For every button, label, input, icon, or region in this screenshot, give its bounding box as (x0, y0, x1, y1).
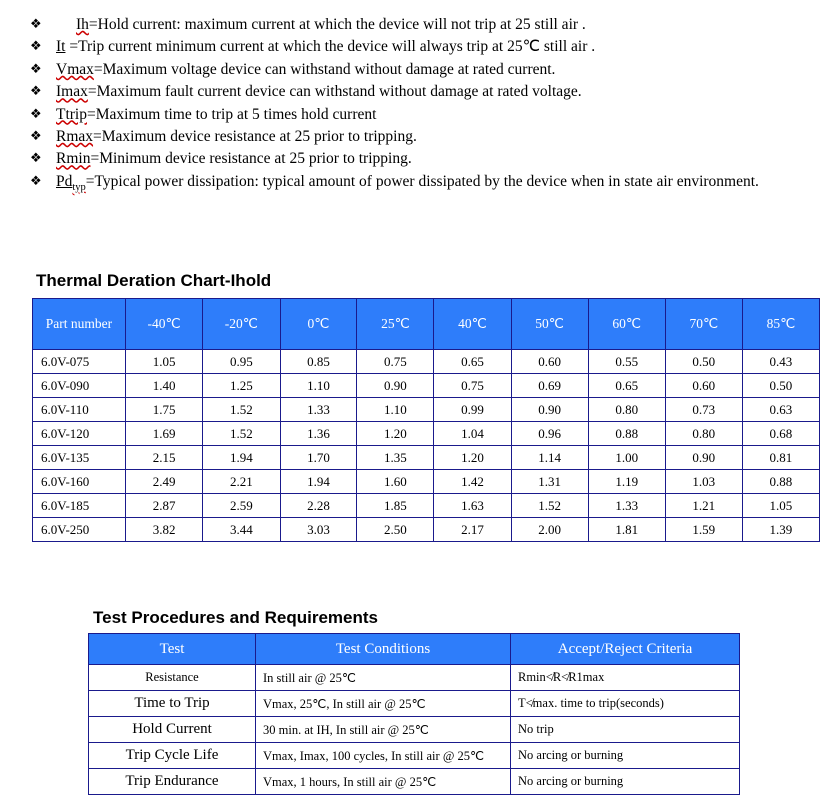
cell-test-conditions: Vmax, 25℃, In still air @ 25℃ (256, 691, 511, 717)
deration-chart-title: Thermal Deration Chart-Ihold (36, 271, 272, 290)
cell-test-conditions: Vmax, Imax, 100 cycles, In still air @ 25℃ (256, 743, 511, 769)
definition-text-vmax: =Maximum voltage device can withstand without damage at rated current. (93, 60, 556, 78)
definition-term-pdtyp: Pd (56, 172, 73, 190)
cell-value: 0.85 (280, 350, 357, 374)
column-header-minus40: -40℃ (125, 299, 202, 350)
column-header-25: 25℃ (357, 299, 434, 350)
cell-value: 1.05 (742, 494, 819, 518)
cell-value: 0.90 (357, 374, 434, 398)
test-procedures-title: Test Procedures and Requirements (93, 608, 378, 627)
cell-value: 0.68 (742, 422, 819, 446)
bullet-icon: ❖ (30, 39, 42, 55)
cell-value: 1.04 (434, 422, 511, 446)
cell-value: 2.49 (125, 470, 202, 494)
cell-value: 1.52 (511, 494, 588, 518)
table-row (33, 518, 820, 542)
cell-value: 0.60 (665, 374, 742, 398)
column-header-minus20: -20℃ (203, 299, 280, 350)
cell-value: 1.35 (357, 446, 434, 470)
cell-value: 1.14 (511, 446, 588, 470)
bullet-icon: ❖ (30, 173, 42, 189)
cell-value: 0.73 (665, 398, 742, 422)
definition-text-ttrip: =Maximum time to trip at 5 times hold current (87, 105, 377, 123)
definition-item-vmax (0, 59, 820, 81)
column-header-accept-reject-criteria: Accept/Reject Criteria (511, 634, 740, 665)
table-row (33, 374, 820, 398)
cell-value: 1.03 (665, 470, 742, 494)
cell-value: 0.99 (434, 398, 511, 422)
cell-part-number: 6.0V-135 (33, 446, 126, 470)
definition-term-ih: Ih (76, 16, 89, 33)
cell-value: 1.81 (588, 518, 665, 542)
bullet-icon: ❖ (30, 129, 42, 145)
definition-term-vmax: Vmax (56, 60, 94, 78)
cell-value: 2.21 (203, 470, 280, 494)
definition-term-imax: Imax (56, 83, 88, 101)
cell-value: 1.20 (357, 422, 434, 446)
cell-value: 1.59 (665, 518, 742, 542)
bullet-icon: ❖ (30, 84, 42, 100)
definitions-list (0, 0, 820, 199)
cell-value: 3.82 (125, 518, 202, 542)
cell-value: 1.52 (203, 398, 280, 422)
definition-term-it: It (56, 38, 66, 56)
cell-accept-reject: No trip (511, 717, 740, 743)
cell-value: 0.65 (434, 350, 511, 374)
definition-item-imax (0, 81, 820, 103)
definition-item-pdtyp (0, 171, 820, 200)
cell-value: 1.70 (280, 446, 357, 470)
cell-value: 1.31 (511, 470, 588, 494)
cell-value: 2.17 (434, 518, 511, 542)
cell-value: 1.52 (203, 422, 280, 446)
cell-part-number: 6.0V-110 (33, 398, 126, 422)
cell-value: 1.33 (280, 398, 357, 422)
cell-accept-reject: No arcing or burning (511, 743, 740, 769)
definition-term-pdtyp-subscript: typ (72, 181, 86, 193)
cell-value: 0.96 (511, 422, 588, 446)
cell-value: 1.25 (203, 374, 280, 398)
definition-item-rmin (0, 148, 820, 170)
bullet-icon: ❖ (30, 61, 42, 77)
cell-test-conditions: Vmax, 1 hours, In still air @ 25℃ (256, 769, 511, 795)
table-row (33, 422, 820, 446)
cell-value: 0.60 (511, 350, 588, 374)
table-row (33, 470, 820, 494)
cell-value: 2.15 (125, 446, 202, 470)
cell-value: 1.94 (280, 470, 357, 494)
cell-accept-reject: No arcing or burning (511, 769, 740, 795)
cell-part-number: 6.0V-160 (33, 470, 126, 494)
cell-value: 0.80 (665, 422, 742, 446)
cell-part-number: 6.0V-185 (33, 494, 126, 518)
column-header-70: 70℃ (665, 299, 742, 350)
cell-value: 0.80 (588, 398, 665, 422)
thermal-deration-table (32, 298, 820, 542)
cell-value: 2.59 (203, 494, 280, 518)
cell-value: 1.69 (125, 422, 202, 446)
cell-value: 2.00 (511, 518, 588, 542)
cell-test-name: Time to Trip (89, 691, 256, 717)
cell-value: 0.65 (588, 374, 665, 398)
cell-value: 1.60 (357, 470, 434, 494)
cell-value: 0.75 (434, 374, 511, 398)
column-header-test: Test (89, 634, 256, 665)
definition-text-it: =Trip current minimum current at which the device will always trip at 25℃ still air . (65, 38, 596, 56)
cell-test-name: Trip Cycle Life (89, 743, 256, 769)
cell-value: 0.55 (588, 350, 665, 374)
cell-value: 0.90 (665, 446, 742, 470)
table-header-row (89, 634, 740, 665)
definition-text-pdtyp: =Typical power dissipation: typical amount of power dissipated by the device when in state air environment. (85, 172, 759, 190)
definition-text-imax: =Maximum fault current device can withstand without damage at rated voltage. (87, 83, 582, 101)
cell-value: 1.00 (588, 446, 665, 470)
cell-value: 1.10 (280, 374, 357, 398)
table-row (33, 446, 820, 470)
cell-value: 2.87 (125, 494, 202, 518)
column-header-85: 85℃ (742, 299, 819, 350)
cell-value: 2.28 (280, 494, 357, 518)
cell-test-conditions: 30 min. at IH, In still air @ 25℃ (256, 717, 511, 743)
definition-term-rmin: Rmin (56, 150, 91, 168)
cell-value: 1.20 (434, 446, 511, 470)
definition-term-rmax: Rmax (56, 128, 94, 146)
column-header-60: 60℃ (588, 299, 665, 350)
definition-text-rmin: =Minimum device resistance at 25 prior to tripping. (90, 150, 412, 168)
cell-value: 0.69 (511, 374, 588, 398)
cell-value: 3.44 (203, 518, 280, 542)
table-row (89, 769, 740, 795)
table-row (33, 350, 820, 374)
cell-value: 0.95 (203, 350, 280, 374)
table-row (89, 717, 740, 743)
cell-part-number: 6.0V-090 (33, 374, 126, 398)
cell-test-conditions: In still air @ 25℃ (256, 665, 511, 691)
cell-accept-reject: Rmin≮R≮R1max (511, 665, 740, 691)
cell-value: 1.36 (280, 422, 357, 446)
cell-accept-reject: T≮max. time to trip(seconds) (511, 691, 740, 717)
definition-item-ttrip (0, 104, 820, 126)
column-header-test-conditions: Test Conditions (256, 634, 511, 665)
definition-text-ih: =Hold current: maximum current at which the device will not trip at 25 still air . (88, 16, 586, 33)
cell-test-name: Trip Endurance (89, 769, 256, 795)
table-header-row (33, 299, 820, 350)
cell-value: 1.21 (665, 494, 742, 518)
cell-value: 0.88 (588, 422, 665, 446)
cell-value: 2.50 (357, 518, 434, 542)
cell-value: 3.03 (280, 518, 357, 542)
table-row (89, 665, 740, 691)
cell-value: 1.75 (125, 398, 202, 422)
column-header-part-number: Part number (33, 299, 126, 350)
cell-value: 1.85 (357, 494, 434, 518)
table-row (33, 398, 820, 422)
cell-value: 1.33 (588, 494, 665, 518)
cell-part-number: 6.0V-250 (33, 518, 126, 542)
column-header-0: 0℃ (280, 299, 357, 350)
cell-value: 1.40 (125, 374, 202, 398)
cell-value: 1.19 (588, 470, 665, 494)
cell-value: 1.39 (742, 518, 819, 542)
cell-value: 0.43 (742, 350, 819, 374)
table-row (89, 743, 740, 769)
test-procedures-table (88, 633, 740, 795)
column-header-40: 40℃ (434, 299, 511, 350)
cell-value: 1.10 (357, 398, 434, 422)
cell-part-number: 6.0V-075 (33, 350, 126, 374)
definition-term-ttrip: Ttrip (56, 105, 87, 123)
cell-part-number: 6.0V-120 (33, 422, 126, 446)
definition-item-ih (0, 14, 820, 36)
cell-test-name: Hold Current (89, 717, 256, 743)
cell-value: 0.75 (357, 350, 434, 374)
bullet-icon: ❖ (30, 151, 42, 167)
bullet-icon: ❖ (30, 17, 42, 32)
cell-value: 1.05 (125, 350, 202, 374)
definition-item-it (0, 36, 820, 58)
table-row (33, 494, 820, 518)
table-row (89, 691, 740, 717)
cell-value: 0.81 (742, 446, 819, 470)
column-header-50: 50℃ (511, 299, 588, 350)
cell-value: 0.50 (742, 374, 819, 398)
cell-value: 0.88 (742, 470, 819, 494)
cell-test-name: Resistance (89, 665, 256, 691)
cell-value: 0.63 (742, 398, 819, 422)
cell-value: 1.42 (434, 470, 511, 494)
definition-text-rmax: =Maximum device resistance at 25 prior to tripping. (93, 128, 417, 146)
cell-value: 0.90 (511, 398, 588, 422)
cell-value: 1.94 (203, 446, 280, 470)
bullet-icon: ❖ (30, 106, 42, 122)
cell-value: 1.63 (434, 494, 511, 518)
definition-item-rmax (0, 126, 820, 148)
cell-value: 0.50 (665, 350, 742, 374)
